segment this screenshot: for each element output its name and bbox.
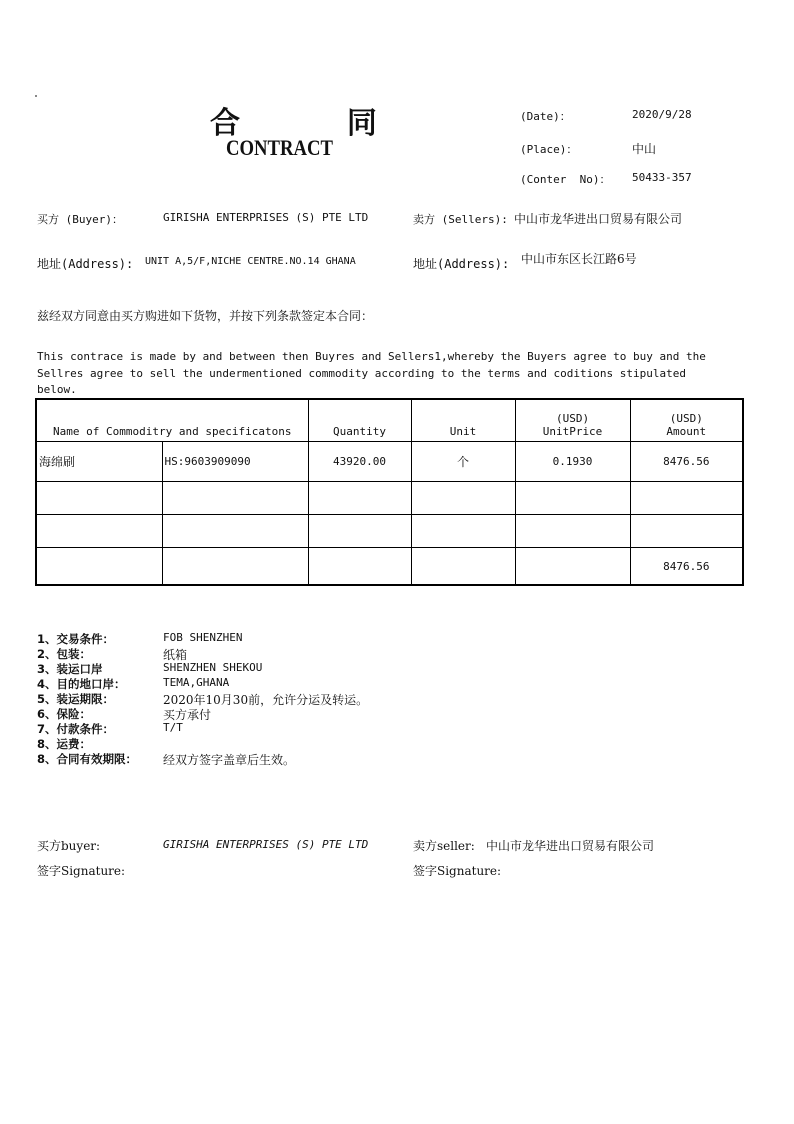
empty-cell <box>308 515 411 548</box>
term-item <box>37 751 368 766</box>
table-row-empty <box>36 482 743 515</box>
buyer-label: 买方 (Buyer)： <box>37 213 123 226</box>
empty-cell <box>630 482 743 515</box>
contract-no-label: (Conter No)： <box>520 173 611 186</box>
term-item <box>37 661 368 676</box>
intro-english-line3: below. <box>37 383 77 396</box>
cell-amount: 8476.56 <box>630 442 743 482</box>
date-value: 2020/9/28 <box>632 108 692 121</box>
cell-commodity-name: 海绵刷 <box>36 442 162 482</box>
terms-list <box>37 631 368 766</box>
cell-hs-code: HS:9603909090 <box>162 442 308 482</box>
term-value: TEMA,GHANA <box>163 676 230 689</box>
term-item <box>37 736 368 751</box>
place-label: (Place)： <box>520 143 578 156</box>
empty-cell <box>162 515 308 548</box>
goods-table <box>35 398 744 586</box>
term-item <box>37 646 368 661</box>
stray-mark <box>35 95 37 97</box>
term-value: 经双方签字盖章后生效。 <box>163 753 296 767</box>
term-value: T/T <box>163 721 183 734</box>
empty-cell <box>36 515 162 548</box>
empty-cell <box>36 548 162 586</box>
unitprice-currency: (USD) <box>555 412 590 425</box>
col-header-unitprice <box>515 399 630 442</box>
buyer-signature-label: 签字Signature: <box>37 864 126 878</box>
term-value: 买方承付 <box>163 708 212 722</box>
cell-total-amount: 8476.56 <box>630 548 743 586</box>
buyer-name: GIRISHA ENTERPRISES (S) PTE LTD <box>163 211 369 224</box>
term-item <box>37 676 368 691</box>
date-label: (Date)： <box>520 110 571 123</box>
term-label: 8、合同有效期限： <box>37 752 138 766</box>
empty-cell <box>515 515 630 548</box>
term-label: 5、装运期限： <box>37 692 115 706</box>
term-label: 8、运费： <box>37 737 92 751</box>
table-row <box>36 442 743 482</box>
col-header-unit: Unit <box>411 399 515 442</box>
term-item <box>37 631 368 646</box>
place-value: 中山 <box>632 142 657 156</box>
seller-address: 中山市东区长江路6号 <box>521 252 637 266</box>
col-header-amount <box>630 399 743 442</box>
term-value: 2020年10月30前，允许分运及转运。 <box>163 693 369 707</box>
title-chinese: 合 同 <box>210 106 379 141</box>
contract-no-value: 50433-357 <box>632 171 692 184</box>
term-value: FOB SHENZHEN <box>163 631 243 644</box>
term-label: 2、包装： <box>37 647 92 661</box>
cell-unit-price: 0.1930 <box>515 442 630 482</box>
sign-buyer-name: GIRISHA ENTERPRISES (S) PTE LTD <box>163 838 369 851</box>
term-item <box>37 721 368 736</box>
empty-cell <box>515 548 630 586</box>
cell-unit: 个 <box>411 442 515 482</box>
empty-cell <box>411 482 515 515</box>
term-label: 6、保险： <box>37 707 92 721</box>
intro-english-line1: This contrace is made by and between then Buyres and Sellers1,whereby the Buyers agree to buy and the <box>37 350 706 363</box>
term-label: 4、目的地口岸： <box>37 677 126 691</box>
term-value: SHENZHEN SHEKOU <box>163 661 263 674</box>
cell-quantity: 43920.00 <box>308 442 411 482</box>
table-header-row <box>36 399 743 442</box>
empty-cell <box>308 482 411 515</box>
table-row-empty <box>36 515 743 548</box>
term-value: 纸箱 <box>163 648 188 662</box>
empty-cell <box>162 548 308 586</box>
amount-label: Amount <box>666 425 707 438</box>
empty-cell <box>36 482 162 515</box>
sign-seller-label: 卖方seller: <box>413 839 475 853</box>
intro-english-line2: Sellres agree to sell the undermentioned commodity according to the terms and coditions stipulated <box>37 367 687 380</box>
seller-signature-label: 签字Signature: <box>413 864 502 878</box>
title-english: CONTRACT <box>226 135 334 160</box>
col-header-quantity: Quantity <box>308 399 411 442</box>
empty-cell <box>515 482 630 515</box>
empty-cell <box>411 515 515 548</box>
term-label: 3、装运口岸 <box>37 662 103 676</box>
table-total-row <box>36 548 743 586</box>
buyer-address: UNIT A,5/F,NICHE CENTRE.NO.14 GHANA <box>145 256 356 267</box>
sign-seller-name: 中山市龙华进出口贸易有限公司 <box>486 839 655 853</box>
seller-label: 卖方 (Sellers): <box>413 213 508 226</box>
term-label: 7、付款条件： <box>37 722 115 736</box>
amount-currency: (USD) <box>669 412 703 425</box>
empty-cell <box>308 548 411 586</box>
empty-cell <box>411 548 515 586</box>
sign-buyer-label: 买方buyer: <box>37 839 101 853</box>
unitprice-label: UnitPrice <box>542 425 603 438</box>
col-header-name: Name of Commoditry and specificatons <box>36 399 308 442</box>
buyer-address-label: 地址(Address): <box>37 257 134 271</box>
empty-cell <box>630 515 743 548</box>
term-label: 1、交易条件： <box>37 632 115 646</box>
seller-address-label: 地址(Address): <box>413 257 510 271</box>
seller-name: 中山市龙华进出口贸易有限公司 <box>514 212 683 226</box>
intro-chinese: 兹经双方同意由买方购进如下货物，并按下列条款签定本合同： <box>37 309 374 323</box>
term-item <box>37 706 368 721</box>
term-item <box>37 691 368 706</box>
empty-cell <box>162 482 308 515</box>
